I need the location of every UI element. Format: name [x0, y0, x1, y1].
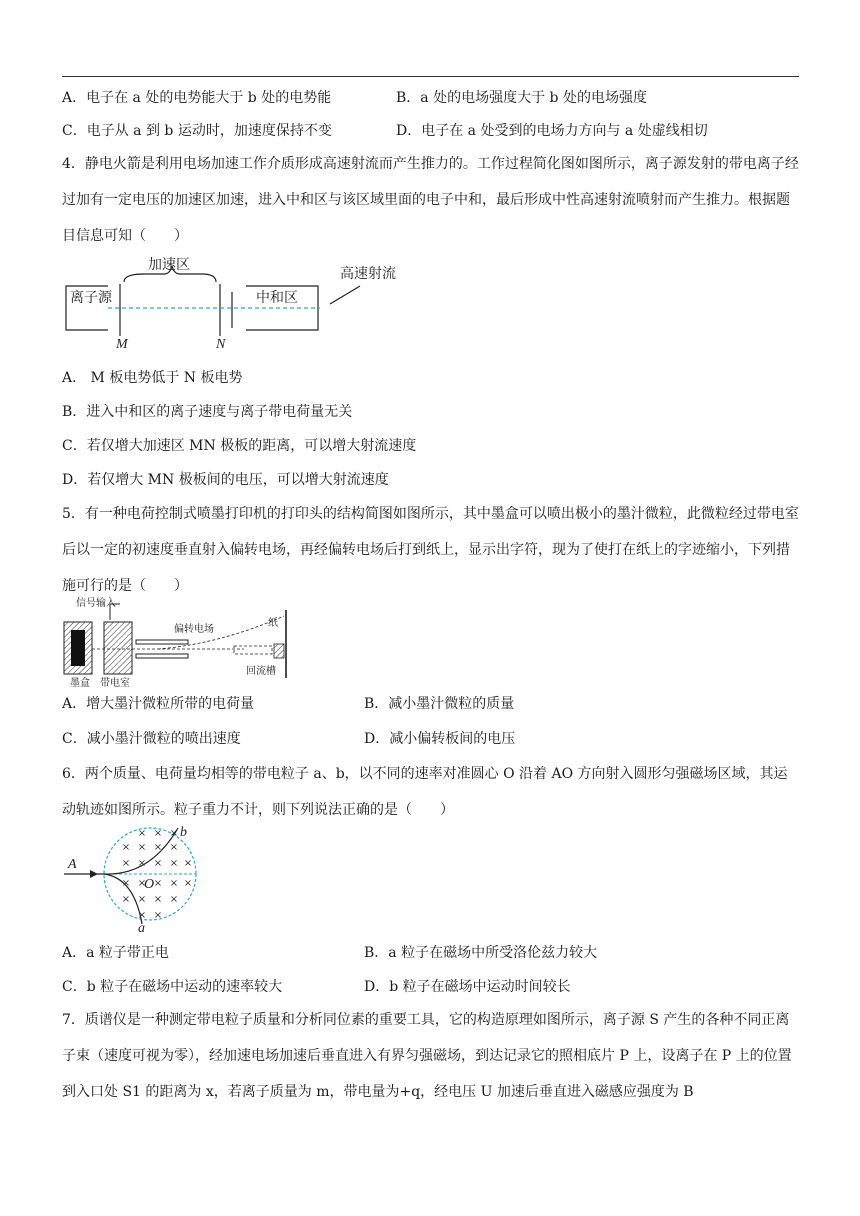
- upper-plate: [136, 640, 188, 644]
- svg-text:×: ×: [137, 842, 147, 853]
- label-return: 回流槽: [246, 666, 276, 677]
- label-ink: 墨盒: [70, 678, 90, 689]
- label-b: b: [180, 825, 187, 840]
- svg-text:×: ×: [153, 878, 163, 889]
- q4-option-d[interactable]: D．若仅增大 MN 极板间的电压，可以增大射流速度: [62, 472, 389, 488]
- svg-text:×: ×: [169, 842, 179, 853]
- q6-option-a[interactable]: A．a 粒子带正电: [62, 945, 169, 961]
- q6-stem: 6．两个质量、电荷量均相等的带电粒子 a、b，以不同的速率对准圆心 O 沿着 AO 方向射入圆形匀强磁场区域，其运动轨迹如图所示。粒子重力不计，则下列说法正确的是（ ）: [62, 766, 788, 818]
- q4-option-c[interactable]: C．若仅增大加速区 MN 极板的距离，可以增大射流速度: [62, 438, 417, 454]
- q6-option-d[interactable]: D．b 粒子在磁场中运动时间较长: [364, 979, 571, 995]
- svg-text:×: ×: [137, 910, 147, 921]
- svg-text:×: ×: [153, 828, 163, 839]
- label-neutral-zone: 中和区: [256, 290, 298, 306]
- svg-text:×: ×: [137, 878, 147, 889]
- svg-text:×: ×: [183, 878, 193, 889]
- svg-text:×: ×: [121, 878, 131, 889]
- return-trough: [234, 646, 272, 654]
- svg-text:×: ×: [153, 894, 163, 905]
- svg-text:×: ×: [153, 858, 163, 869]
- svg-text:×: ×: [183, 858, 193, 869]
- svg-text:×: ×: [169, 878, 179, 889]
- q3-option-c[interactable]: C．电子从 a 到 b 运动时，加速度保持不变: [62, 123, 332, 139]
- jet-pointer: [330, 286, 360, 304]
- q5-stem: 5．有一种电荷控制式喷墨打印机的打印头的结构简图如图所示，其中墨盒可以喷出极小的墨汁微粒，此微粒经过带电室后以一定的初速度垂直射入偏转电场，再经偏转电场后打到纸上，显示出字符，现为了使打在纸上的字迹缩小，下列措施可行的是（ ）: [62, 506, 799, 594]
- q3-option-d[interactable]: D．电子在 a 处受到的电场力方向与 a 处虚线相切: [396, 123, 708, 139]
- label-n: N: [216, 337, 226, 352]
- ink-core: [71, 630, 85, 666]
- label-accel-zone: 加速区: [148, 257, 190, 273]
- q5-option-c[interactable]: C．减小墨汁微粒的喷出速度: [62, 731, 241, 747]
- label-field: 偏转电场: [174, 624, 214, 635]
- svg-text:×: ×: [169, 858, 179, 869]
- q5-option-b[interactable]: B．减小墨汁微粒的质量: [364, 696, 515, 712]
- incident-arrow: [90, 870, 98, 878]
- svg-text:×: ×: [169, 828, 179, 839]
- label-ion-source: 离子源: [70, 290, 112, 306]
- q7-stem: 7．质谱仪是一种测定带电粒子质量和分析同位素的重要工具，它的构造原理如图所示，离子源 S 产生的各种不同正离子束（速度可视为零），经加速电场加速后垂直进入有界匀强磁场，到达记录它的照相底片 P 上，设离子在 P 上的位置到入口处 S1 的距离为 x，若离子质量为 m，带电量为+q，经电压 U 加速后垂直进入磁感应强度为 B: [62, 1012, 792, 1100]
- label-paper: 纸: [268, 618, 278, 629]
- svg-text:×: ×: [153, 842, 163, 853]
- svg-text:×: ×: [121, 858, 131, 869]
- label-m: M: [116, 337, 128, 352]
- label-a: a: [138, 921, 145, 934]
- q3-option-b[interactable]: B．a 处的电场强度大于 b 处的电场强度: [396, 90, 647, 106]
- q4-option-b[interactable]: B．进入中和区的离子速度与离子带电荷量无关: [62, 404, 353, 420]
- svg-text:×: ×: [121, 842, 131, 853]
- q4-rocket-figure: [60, 256, 410, 352]
- lower-plate: [136, 654, 188, 658]
- q4-option-a[interactable]: A． M 板电势低于 N 板电势: [62, 370, 243, 386]
- header-rule: [62, 76, 799, 77]
- label-a-upper: A: [68, 857, 77, 872]
- q5-option-a[interactable]: A．增大墨汁微粒所带的电荷量: [62, 696, 255, 712]
- q3-option-a[interactable]: A．电子在 a 处的电势能大于 b 处的电势能: [62, 90, 332, 106]
- svg-text:×: ×: [121, 894, 131, 905]
- q5-printer-figure: [60, 596, 300, 690]
- q6-magnetic-figure: [60, 824, 210, 934]
- svg-text:×: ×: [169, 894, 179, 905]
- q6-option-c[interactable]: C．b 粒子在磁场中运动的速率较大: [62, 979, 283, 995]
- svg-text:×: ×: [153, 910, 163, 921]
- svg-text:×: ×: [137, 828, 147, 839]
- q4-stem: 4．静电火箭是利用电场加速工作介质形成高速射流而产生推力的。工作过程简化图如图所示，离子源发射的带电离子经过加有一定电压的加速区加速，进入中和区与该区域里面的电子中和，最后形成中性高速射流喷射而产生推力。根据题目信息可知（ ）: [62, 156, 799, 244]
- svg-text:×: ×: [137, 858, 147, 869]
- q5-option-d[interactable]: D．减小偏转板间的电压: [364, 731, 516, 747]
- label-signal: 信号输入: [76, 598, 116, 609]
- q6-option-b[interactable]: B．a 粒子在磁场中所受洛伦兹力较大: [364, 945, 598, 961]
- label-jet: 高速射流: [340, 266, 396, 282]
- label-charge: 带电室: [100, 678, 130, 689]
- label-o: O: [144, 877, 155, 892]
- svg-text:×: ×: [137, 894, 147, 905]
- charge-chamber: [104, 622, 132, 674]
